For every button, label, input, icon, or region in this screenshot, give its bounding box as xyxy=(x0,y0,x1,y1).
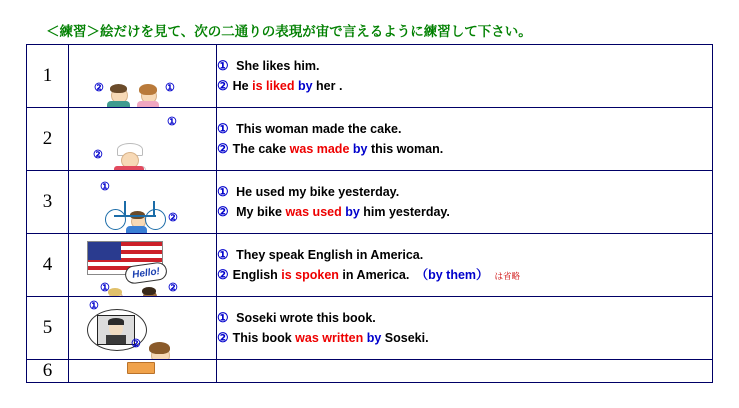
sentence-text: This woman made the cake. xyxy=(232,121,402,136)
circled-number: ② xyxy=(217,78,229,93)
picture-marker: ① xyxy=(167,116,177,128)
sentence-line xyxy=(217,182,712,202)
bike-frame xyxy=(114,215,156,217)
sentence-line xyxy=(217,119,712,139)
sentence-highlight: is spoken xyxy=(281,268,339,282)
sentence-text: him yesterday. xyxy=(359,205,450,219)
table-row xyxy=(27,108,713,171)
reader-hair xyxy=(149,342,170,354)
sentence-line xyxy=(217,202,712,222)
sentence-text: He xyxy=(232,79,253,93)
sentence-line xyxy=(217,245,712,265)
sentence-by: by xyxy=(345,205,360,219)
picture-marker: ② xyxy=(93,149,103,161)
sentence-highlight: was used xyxy=(285,205,342,219)
picture-partial xyxy=(69,360,217,383)
picture-marker: ① xyxy=(100,181,110,193)
table-row xyxy=(27,45,713,108)
sentence-text: in America. xyxy=(338,268,422,282)
circled-number: ① xyxy=(217,246,229,262)
sentence-line xyxy=(217,139,712,159)
bike-wheel-rear xyxy=(105,209,126,230)
sentences-cell xyxy=(217,45,713,108)
sentences-cell xyxy=(217,360,713,383)
picture-boy-and-girl-liking xyxy=(69,45,217,108)
row-number: 6 xyxy=(27,360,69,383)
picture-soseki-portrait-and-reader xyxy=(69,297,217,360)
sentences-cell xyxy=(217,108,713,171)
sentence-text: Soseki wrote this book. xyxy=(232,310,376,325)
sentences-cell xyxy=(217,234,713,297)
boy-hair xyxy=(110,84,127,93)
speech-text: Hello! xyxy=(131,265,161,281)
table-row xyxy=(27,171,713,234)
row-number: 2 xyxy=(27,108,69,171)
sentence-by-object: them） xyxy=(442,268,489,282)
circled-number: ① xyxy=(217,183,229,199)
sentence-highlight: was written xyxy=(295,331,364,345)
circled-number: ② xyxy=(217,330,229,345)
picture-marker: ② xyxy=(168,282,178,294)
sentence-text: This book xyxy=(232,331,296,345)
sentence-text: her . xyxy=(312,79,343,93)
soseki-portrait xyxy=(97,315,135,345)
sentence-highlight: is liked xyxy=(252,79,295,93)
circled-number: ② xyxy=(217,204,229,219)
table-row xyxy=(27,297,713,360)
row-number: 3 xyxy=(27,171,69,234)
child-left-hair xyxy=(108,288,122,296)
row-number: 4 xyxy=(27,234,69,297)
sentence-text: English xyxy=(232,268,282,282)
circled-number: ① xyxy=(217,120,229,136)
sentence-by: by xyxy=(366,331,382,345)
row-number: 5 xyxy=(27,297,69,360)
sentence-highlight: was made xyxy=(289,142,350,156)
sentence-line xyxy=(217,328,712,348)
sentence-text: They speak English in America. xyxy=(232,247,424,262)
bike-handlebar-post xyxy=(153,201,155,217)
circled-number: ② xyxy=(217,267,229,282)
picture-marker: ① xyxy=(100,282,110,294)
sentence-line xyxy=(217,56,712,76)
picture-american-flag-with-children xyxy=(69,234,217,297)
sentence-by: by xyxy=(352,142,368,156)
picture-boy-riding-bike xyxy=(69,171,217,234)
sentence-text: Soseki. xyxy=(381,331,429,345)
flag-canton xyxy=(88,242,121,260)
picture-marker: ① xyxy=(165,82,175,94)
sentence-line xyxy=(217,308,712,328)
open-book xyxy=(127,362,155,374)
circled-number: ② xyxy=(217,141,229,156)
sentences-cell xyxy=(217,171,713,234)
sentence-line xyxy=(217,265,712,285)
sentence-line xyxy=(217,76,712,96)
sentence-text: My bike xyxy=(232,205,286,219)
circled-number: ① xyxy=(217,309,229,325)
picture-marker: ② xyxy=(131,338,141,350)
picture-woman-with-cake xyxy=(69,108,217,171)
table-row xyxy=(27,234,713,297)
picture-marker: ② xyxy=(168,212,178,224)
bike-seatpost xyxy=(124,201,126,217)
picture-marker: ② xyxy=(94,82,104,94)
circled-number: ① xyxy=(217,57,229,73)
table-row xyxy=(27,360,713,383)
cyclist-shirt xyxy=(126,226,147,234)
sentence-text: He used my bike yesterday. xyxy=(232,184,400,199)
child-right-hair xyxy=(142,287,156,295)
sentence-by: （by xyxy=(421,268,443,282)
sentence-text: The cake xyxy=(232,142,290,156)
page-instruction: ＜練習＞絵だけを見て、次の二通りの表現が宙で言えるように練習して下さい。 xyxy=(46,24,532,39)
picture-marker: ① xyxy=(89,300,99,312)
exercise-table xyxy=(26,44,713,383)
sentences-cell xyxy=(217,297,713,360)
sentence-text: She likes him. xyxy=(232,58,320,73)
bike-wheel-front xyxy=(145,209,166,230)
row-number: 1 xyxy=(27,45,69,108)
omission-note: は省略 xyxy=(494,271,521,281)
girl-hair xyxy=(139,84,157,95)
sentence-text: this woman. xyxy=(367,142,444,156)
sentence-by: by xyxy=(297,79,313,93)
